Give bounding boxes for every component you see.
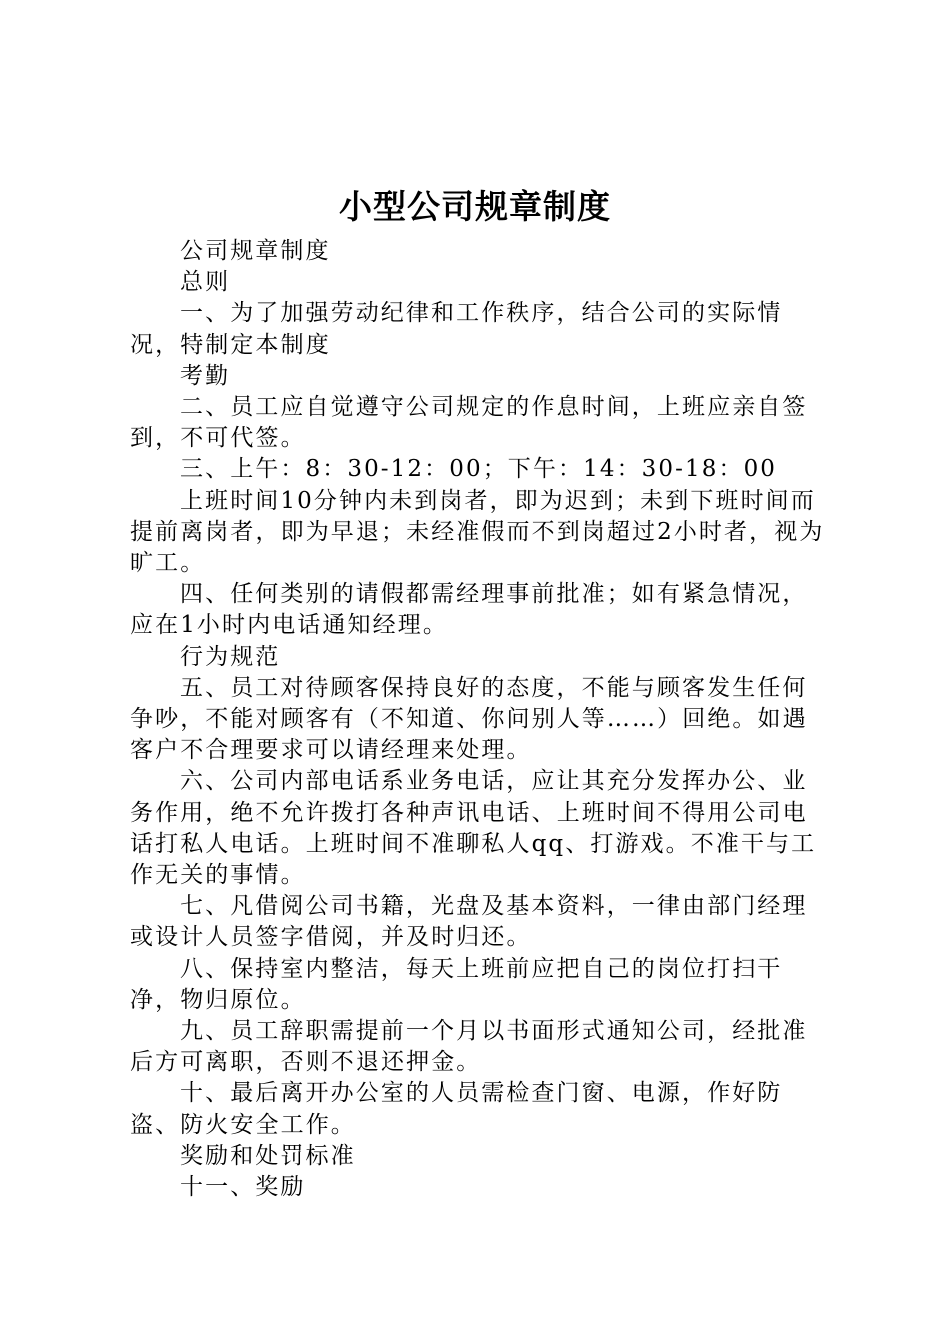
- document-body: [130, 236, 830, 1203]
- paragraph: 五、员工对待顾客保持良好的态度，不能与顾客发生任何争吵，不能对顾客有（不知道、你问别人等……）回绝。如遇客户不合理要求可以请经理来处理。: [130, 674, 808, 764]
- section-heading-attendance: 考勤: [180, 362, 231, 389]
- section-heading-conduct: 行为规范: [180, 643, 281, 670]
- paragraph: 六、公司内部电话系业务电话，应让其充分发挥办公、业务作用，绝不允许拨打各种声讯电话、上班时间不得用公司电话打私人电话。上班时间不准聊私人qq、打游戏。不准干与工作无关的事情。: [130, 768, 817, 889]
- paragraph: 十一、奖励: [180, 1174, 306, 1201]
- document-title: 小型公司规章制度: [339, 187, 611, 226]
- paragraph: 九、员工辞职需提前一个月以书面形式通知公司，经批准后方可离职，否则不退还押金。: [130, 1018, 808, 1076]
- paragraph-heading: 公司规章制度: [180, 238, 331, 264]
- paragraph: 三、上午：8：30-12：00；下午：14：30-18：00: [180, 456, 778, 483]
- section-heading-general: 总则: [180, 269, 231, 296]
- paragraph: 七、凡借阅公司书籍，光盘及基本资料，一律由部门经理或设计人员签字借阅，并及时归还。: [130, 893, 808, 951]
- paragraph: 一、为了加强劳动纪律和工作秩序，结合公司的实际情况，特制定本制度: [130, 300, 783, 358]
- paragraph: 四、任何类别的请假都需经理事前批准；如有紧急情况，应在1小时内电话通知经理。: [130, 581, 808, 639]
- paragraph: 上班时间10分钟内未到岗者，即为迟到；未到下班时间而提前离岗者，即为早退；未经准假而不到岗超过2小时者，视为旷工。: [130, 487, 825, 577]
- section-heading-rewards: 奖励和处罚标准: [180, 1142, 356, 1169]
- paragraph: 二、员工应自觉遵守公司规定的作息时间，上班应亲自签到，不可代签。: [130, 394, 808, 452]
- paragraph: 十、最后离开办公室的人员需检查门窗、电源，作好防盗、防火安全工作。: [130, 1080, 783, 1138]
- paragraph: 八、保持室内整洁，每天上班前应把自己的岗位打扫干净，物归原位。: [130, 955, 783, 1013]
